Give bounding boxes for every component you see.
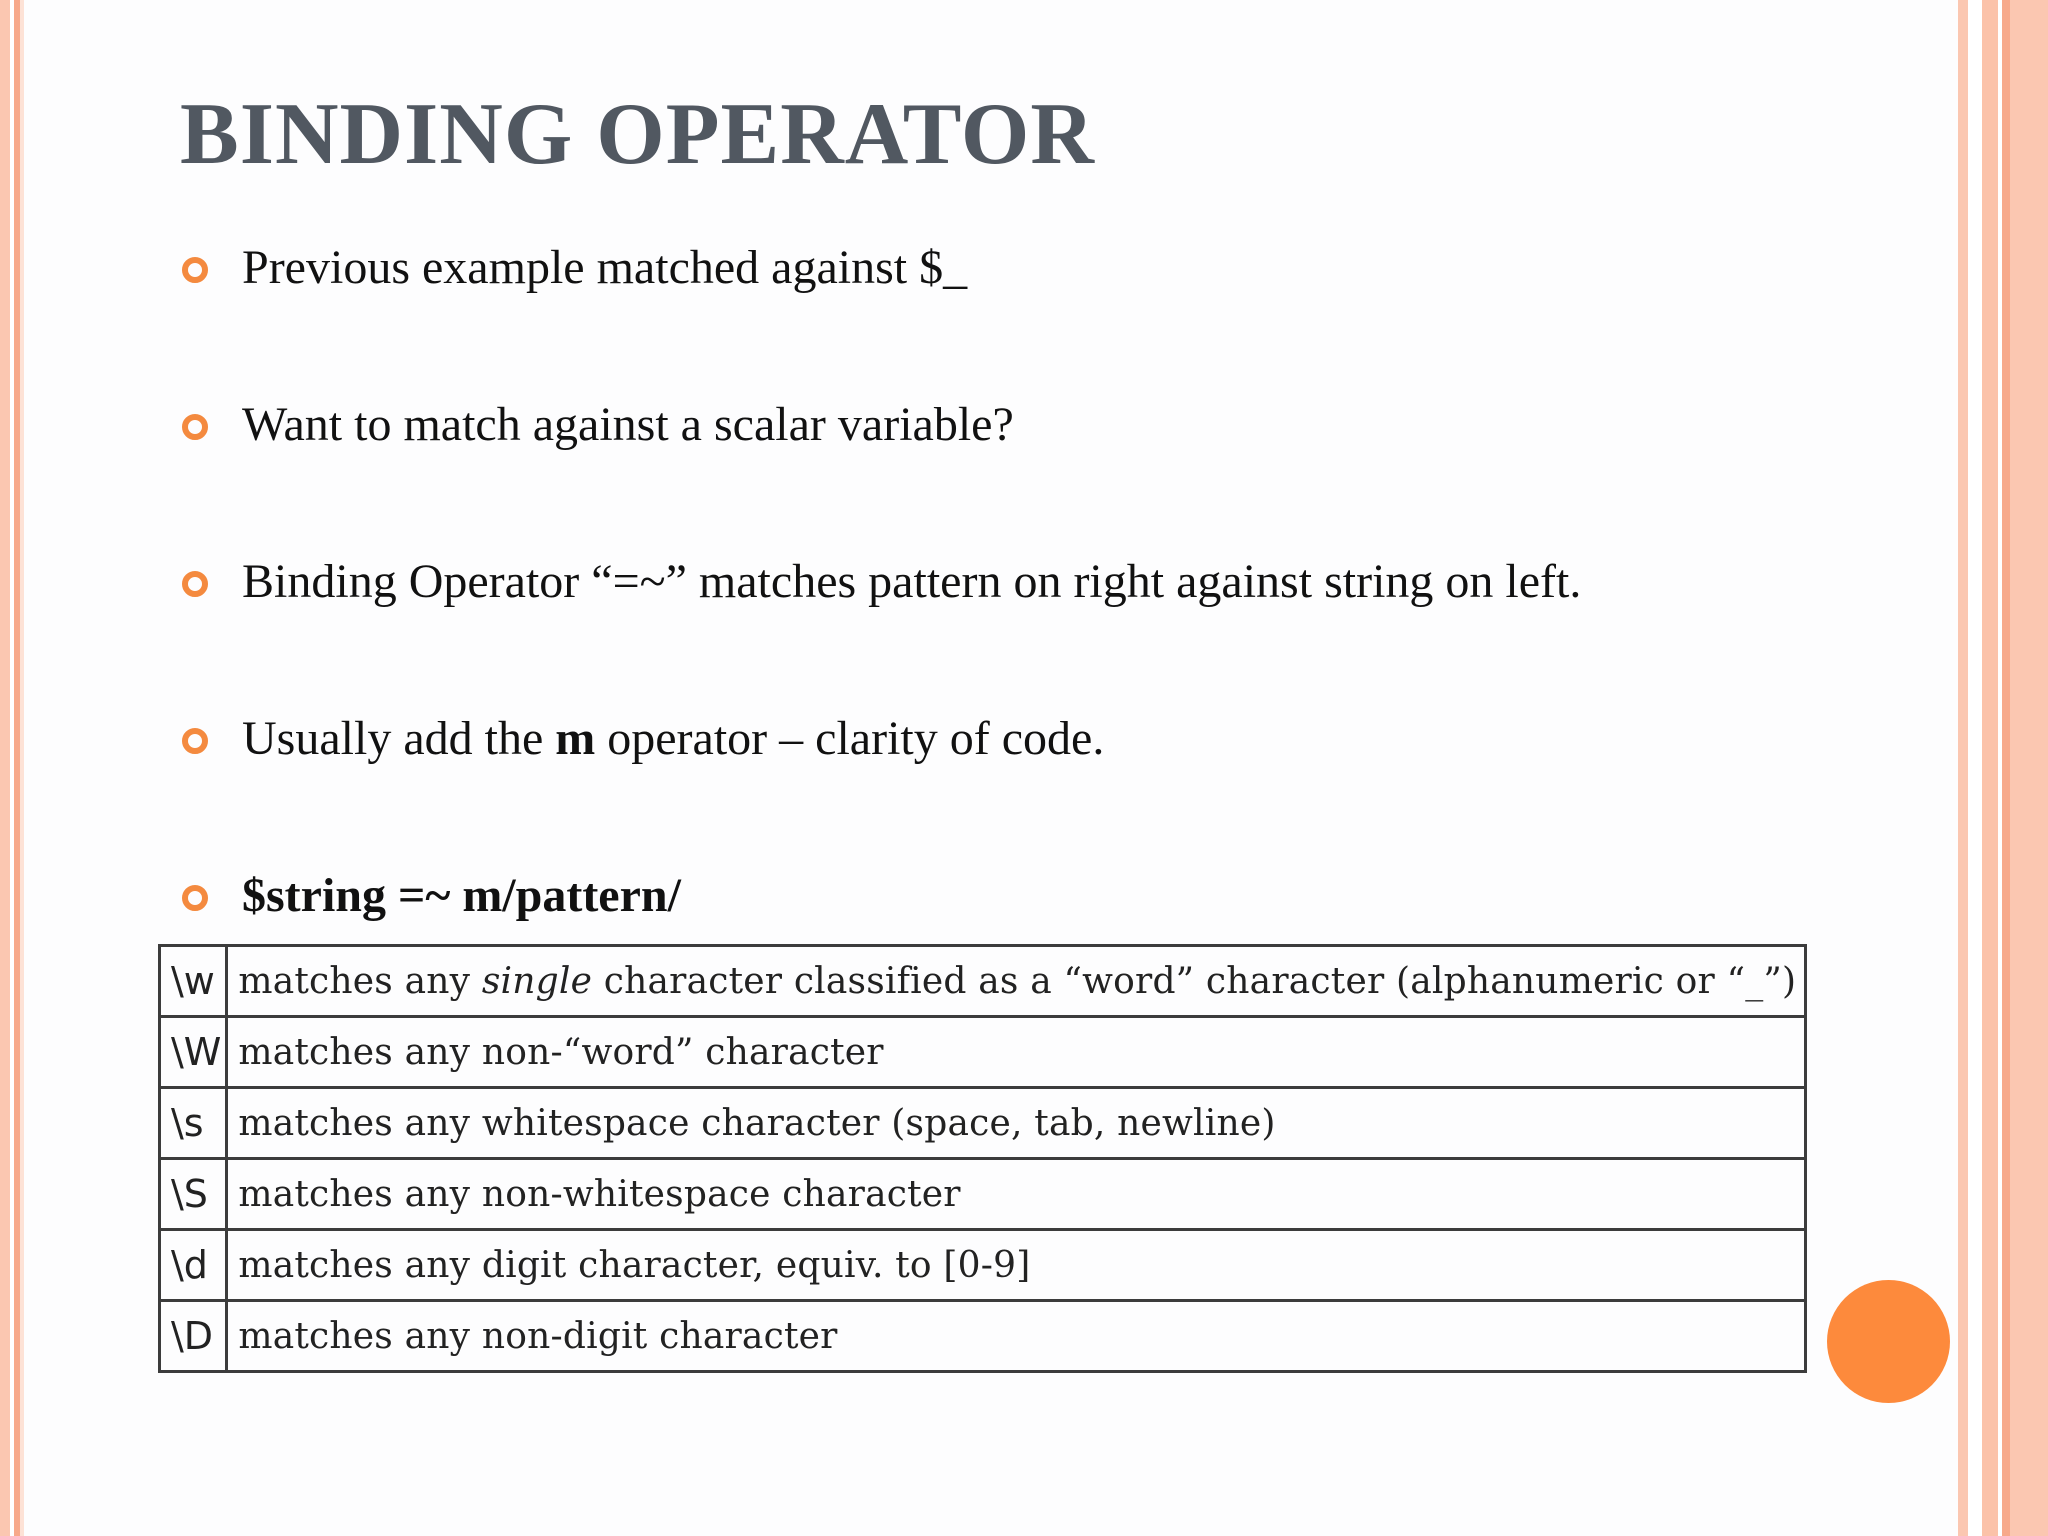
regex-code-cell: \W bbox=[160, 1017, 227, 1088]
left-border-stripe bbox=[20, 0, 24, 1536]
slide-title: BINDING OPERATOR bbox=[180, 86, 1095, 183]
table-row bbox=[160, 1159, 1806, 1230]
bullet-circle-icon bbox=[182, 885, 208, 911]
desc-post: character classified as a “word” character (alphanumeric or “_”) bbox=[592, 960, 1797, 1002]
bullet-text-pre: Usually add the bbox=[242, 712, 556, 765]
right-border-stripe bbox=[2002, 0, 2010, 1536]
regex-desc-cell: matches any non-“word” character bbox=[227, 1017, 1806, 1088]
orange-circle-decoration bbox=[1827, 1280, 1950, 1403]
regex-desc-cell: matches any non-digit character bbox=[227, 1301, 1806, 1372]
regex-table bbox=[158, 944, 1807, 1373]
regex-desc-cell: matches any whitespace character (space, tab, newline) bbox=[227, 1088, 1806, 1159]
bullet-circle-icon bbox=[182, 257, 208, 283]
regex-code-cell: \w bbox=[160, 946, 227, 1017]
right-border-stripe bbox=[2010, 0, 2048, 1536]
table-row bbox=[160, 1088, 1806, 1159]
desc-italic: single bbox=[481, 960, 593, 1002]
bullet-text: Binding Operator “=~” matches pattern on right against string on left. bbox=[242, 555, 1582, 608]
regex-code-cell: \d bbox=[160, 1230, 227, 1301]
regex-desc-cell: matches any non-whitespace character bbox=[227, 1159, 1806, 1230]
bullet-circle-icon bbox=[182, 728, 208, 754]
table-row bbox=[160, 946, 1806, 1017]
bullet-text-post: operator – clarity of code. bbox=[595, 712, 1105, 765]
desc-pre: matches any bbox=[238, 960, 482, 1002]
bullet-text bbox=[242, 701, 1104, 777]
bullet-circle-icon bbox=[182, 571, 208, 597]
bullet-text: Want to match against a scalar variable? bbox=[242, 398, 1014, 451]
right-border-stripe bbox=[1968, 0, 1982, 1536]
bullet-text-code: $string =~ m/pattern/ bbox=[242, 869, 681, 922]
right-border-stripe bbox=[1982, 0, 1998, 1536]
table-row bbox=[160, 1230, 1806, 1301]
regex-code-cell: \D bbox=[160, 1301, 227, 1372]
regex-desc-cell bbox=[227, 946, 1806, 1017]
right-border-stripe bbox=[1958, 0, 1968, 1536]
table-row bbox=[160, 1301, 1806, 1372]
table-row bbox=[160, 1017, 1806, 1088]
bullet-circle-icon bbox=[182, 414, 208, 440]
regex-code-cell: \S bbox=[160, 1159, 227, 1230]
regex-desc-cell: matches any digit character, equiv. to [0-9] bbox=[227, 1230, 1806, 1301]
left-border-stripe bbox=[0, 0, 10, 1536]
bullet-text-bold: m bbox=[555, 712, 596, 765]
regex-code-cell: \s bbox=[160, 1088, 227, 1159]
bullet-text: Previous example matched against $_ bbox=[242, 241, 968, 294]
